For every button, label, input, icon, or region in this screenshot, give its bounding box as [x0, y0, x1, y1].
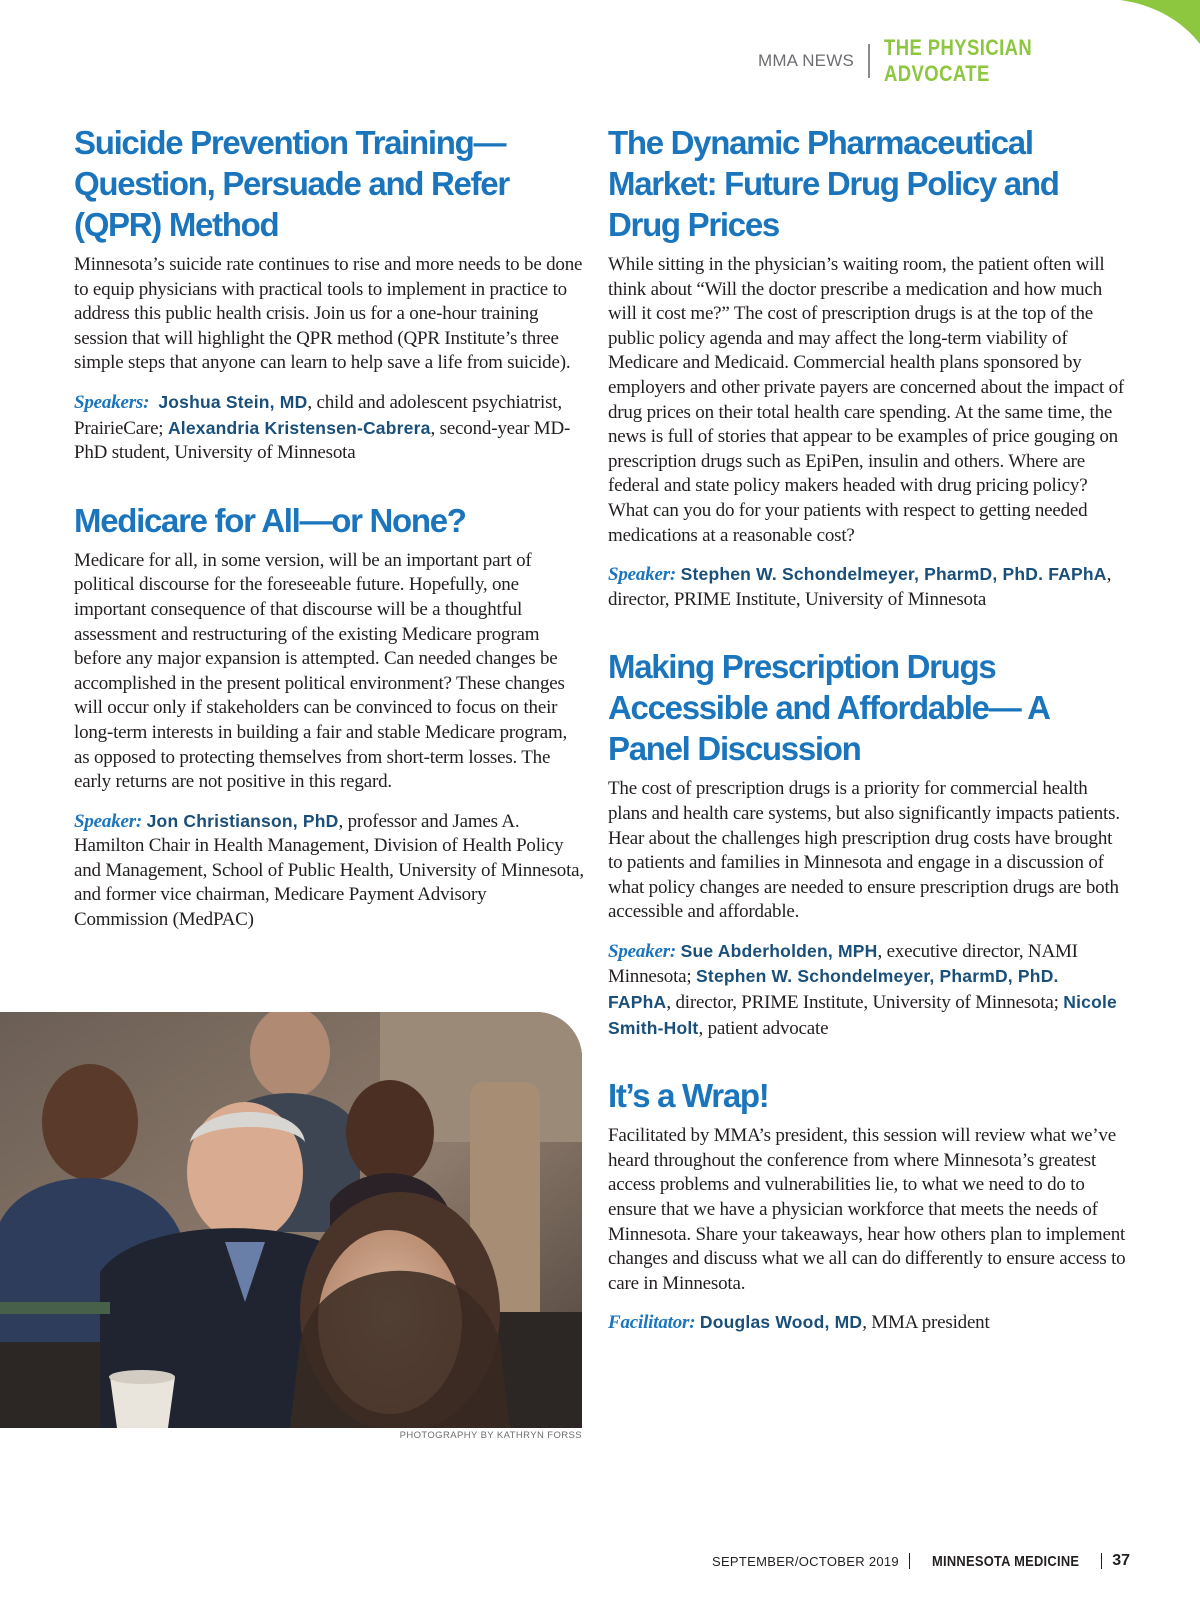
article-qpr	[74, 122, 584, 466]
article-wrap	[608, 1075, 1126, 1336]
photo-credit: PHOTOGRAPHY BY KATHRYN FORSS	[399, 1430, 582, 1441]
running-header	[757, 35, 1130, 86]
speaker-desc: , director, PRIME Institute, University of Minnesota;	[666, 992, 1064, 1014]
corner-accent	[1120, 0, 1200, 44]
role-label: Speaker:	[74, 810, 143, 832]
speaker-name: Stephen W. Schondelmeyer, PharmD, PhD. FAPhA	[680, 564, 1107, 585]
article-body: While sitting in the physician’s waiting room, the patient often will think about “Will the doctor prescribe a medication and how much will it cost me?” The cost of prescription drugs is at the top of the public policy agenda and may affect the long-term viability of Medicare and Medicaid. Commercial health plans sponsored by employers and other private payers are concerned about the impact of drug prices on their total health care spending. At the same time, the news is full of stories that appear to be examples of price gouging on prescription drugs such as EpiPen, insulin and others. Where are federal and state policy makers headed with drug pricing policy? What can you do for your patients with respect to getting needed medications at a reasonable cost?	[608, 254, 1125, 546]
speaker-desc: , patient advocate	[698, 1017, 829, 1039]
article-panel	[608, 646, 1126, 1041]
article-body: The cost of prescription drugs is a priority for commercial health plans and health care systems, but also significantly impacts patients. Hear about the challenges high prescription drug costs have brought to patients and families in Minnesota and engage in a discussion of what policy changes are needed to ensure prescription drugs are both accessible and affordable.	[608, 778, 1120, 923]
speaker-name: Nicole Smith-Holt	[608, 992, 1117, 1038]
conference-photo	[0, 1012, 582, 1428]
role-label: Speakers:	[74, 391, 150, 413]
article-medicare	[74, 500, 584, 933]
role-label: Speaker:	[608, 564, 677, 586]
page-footer	[712, 1552, 1130, 1570]
footer-divider	[909, 1553, 910, 1569]
role-label: Facilitator:	[608, 1312, 696, 1334]
speaker-name: Stephen W. Schondelmeyer, PharmD, PhD. FAPhA	[608, 966, 1059, 1013]
speaker-desc: , professor and James A. Hamilton Chair in Health Management, Division of Health Policy and Management, School of Public Health, University of Minnesota, and former vice chairman, Medicare Payment Advisory Commission (MedPAC)	[74, 810, 584, 931]
speaker-desc: , executive director, NAMI Minnesota;	[608, 940, 1078, 988]
speaker-line	[74, 809, 584, 933]
speaker-line	[608, 562, 1126, 612]
speaker-name: Jon Christianson, PhD	[146, 810, 339, 831]
article-body: Medicare for all, in some version, will be an important part of political discourse for the foreseeable future. Hopefully, one important consequence of that discourse will be a thoughtful assessment and restructuring of the existing Medicare program before any major expansion is attempted. Can needed changes be accomplished in the present political environment? These changes will occur only if stakeholders can be convinced to focus on their long-term interests in building a fair and stable Medicare program, as opposed to protecting themselves from short-term losses. The early returns are not positive in this regard.	[74, 549, 568, 793]
left-column	[74, 122, 584, 967]
article-title: Making Prescription Drugs Accessible and Affordable— A Panel Discussion	[608, 648, 1049, 768]
speaker-line	[74, 390, 584, 466]
article-title: Medicare for All—or None?	[74, 501, 466, 539]
column-name: THE PHYSICIAN ADVOCATE	[884, 35, 1033, 86]
speaker-name: Joshua Stein, MD	[158, 391, 308, 412]
issue-date: SEPTEMBER/OCTOBER 2019	[711, 1553, 899, 1569]
speaker-desc: , second-year MD-PhD student, University of Minnesota	[74, 417, 571, 464]
article-title: It’s a Wrap!	[608, 1077, 769, 1115]
article-title: The Dynamic Pharmaceutical Market: Future Drug Policy and Drug Prices	[608, 124, 1059, 243]
section-label: MMA NEWS	[757, 51, 854, 70]
page-number: 37	[1112, 1552, 1130, 1569]
footer-divider	[1101, 1553, 1102, 1569]
speaker-line	[608, 939, 1126, 1041]
article-pharma-market	[608, 122, 1126, 612]
speaker-line	[608, 1310, 1126, 1336]
role-label: Speaker:	[608, 940, 677, 962]
article-body: Minnesota’s suicide rate continues to rise and more needs to be done to equip physicians with practical tools to implement in practice to address this public health crisis. Join us for a one-hour training session that will highlight the QPR method (QPR Institute’s three simple steps that anyone can learn to help save a life from suicide).	[74, 254, 583, 374]
article-body: Facilitated by MMA’s president, this session will review what we’ve heard throughout the conference from where Minnesota’s greatest access problems and vulnerabilities lie, to what we need to do to ensure that we have a physician workforce that meets the needs of Minnesota. Share your takeaways, hear how others plan to implement changes and discuss what we all can do differently to ensure access to care in Minnesota.	[608, 1125, 1126, 1294]
speaker-desc: , MMA president	[862, 1312, 990, 1334]
speaker-name: Douglas Wood, MD	[699, 1312, 863, 1333]
speaker-desc: , director, PRIME Institute, University of Minnesota	[608, 564, 1112, 610]
speaker-desc: , child and adolescent psychiatrist, PrairieCare;	[74, 391, 562, 439]
speaker-name: Sue Abderholden, MPH	[680, 940, 878, 961]
header-divider	[868, 44, 870, 78]
speaker-name: Alexandria Kristensen-Cabrera	[167, 417, 431, 438]
magazine-name: MINNESOTA MEDICINE	[931, 1552, 1080, 1570]
right-column	[608, 122, 1126, 1370]
article-title: Suicide Prevention Training— Question, Persuade and Refer (QPR) Method	[74, 124, 509, 243]
